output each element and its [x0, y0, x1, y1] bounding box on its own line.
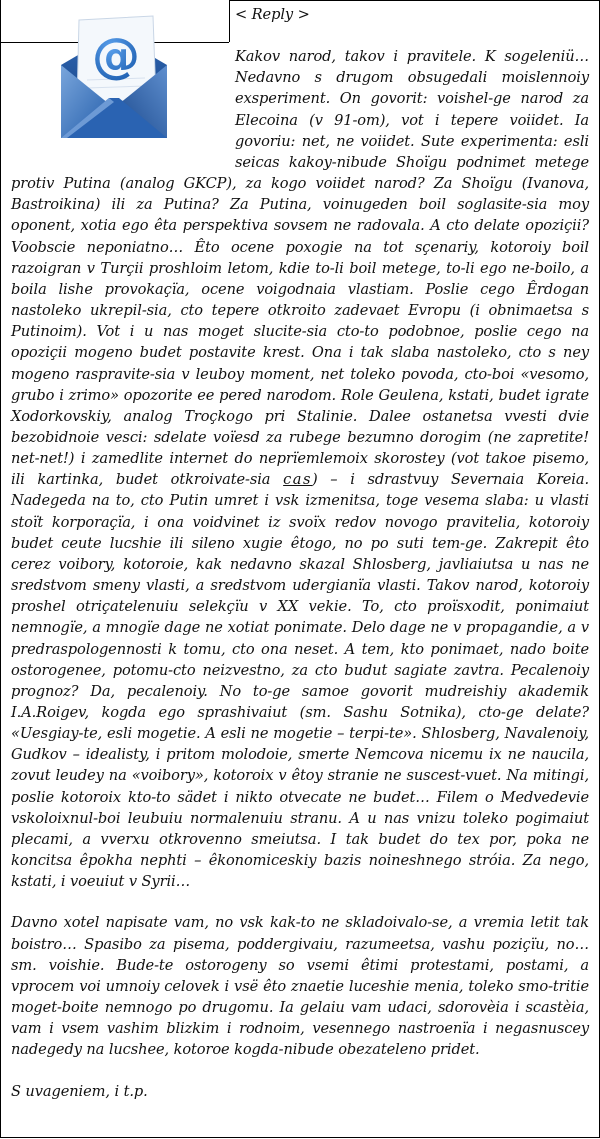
svg-text:@: @ [92, 28, 140, 84]
paragraph-gap [11, 892, 589, 912]
icon-float-spacer [11, 4, 235, 152]
paragraph-gap [11, 1061, 589, 1081]
inline-link[interactable]: cas [283, 471, 312, 489]
paragraph-closing: Davno xotel napisate vam, no vsk kak-to ne skladoivalo-se, a vremia letit tak boistro… Spasibo za pisema, poddergivaiu, razumeetsa, vashu poziçïu, no… sm. voishie. Bude-te ostorogeny so vsemi êtimi protestami, postami, a vprocem voi umnoiy celovek i vsë êto znaetie luceshie menia, toleko smo-tritie moget-boite nemnogo po drugomu. Ia gelaiu vam udaci, sdorovèia i scastèia, vam i vsem vashim blizkim i rodnoim, vesennego nastroenïa i negasnuscey nadegedy na lucshee, kotoroe kogda-nibude obezateleno pridet. [11, 914, 589, 1059]
header-rule [229, 0, 600, 1]
paragraph-main [11, 46, 589, 892]
signoff: S uvageniem, i t.p. [11, 1082, 148, 1100]
paragraph-main-text: Kakov narod, takov i pravitele. K sogeleniü… Nedavno s drugom obsugedali moislennoiy exsperiment. On govorit: voishel-ge narod za Elecoina (v 91-om), vot i tepere voiidet. Ia govoriu: net, ne voiidet. Sute experimenta: esli seicas kakoy-nibude Shoïgu podnimet metege protiv Putina (analog GKCP), za kogo voiidet narod? Za Shoïgu (Ivanova, Bastroikina) ili za Putina? Za Putina, voinugeden boil soglasite-sia moy oponent, xotia ego êta perspektiva sovsem ne radovala. A cto delate opoziçii? Voobscie neponiatno… Êto ocene poxogie na tot sçenariy, kotoroiy boil razoigran v Turçii proshloim letom, kdie to-li boil metege, to-li ego ne-boilo, a boila lishe provokaçïa, ocene voigodnaia vlastiam. Poslie cego Êrdogan nastoleko ukrepil-sia, cto tepere otkroito zadevaet Evropu (i obnimaetsa s Putinoim). Vot i u nas moget slucite-sia cto-to podobnoe, poslie cego na opoziçii mogeno budet postavite krest. Ona i tak slaba nastoleko, cto s ney mogeno raspravite-sia v leuboy moment, net toleko povoda, cto-boi «vesomo, grubo i zrimo» opozorite ee pered narodom. Role Geulena, kstati, budet igrate Xodorkovskiy, analog Troçkogo pri Stalinie. Dalee ostanetsa vvesti dvie bezobidnoie vesci: sdelate voïesd za rubege bezumno dorogim (ne zapretite! net-net!) i zamedlite internet do neprïemlemoix skorostey (vot takoe pisemo, ili kartinka, budet otkroivate-sia [11, 48, 589, 489]
paragraph-main-continued: ) – i sdrastvuy Severnaia Koreia. Nadegeda na to, cto Putin umret i vsk izmenitsa, toge vesema slaba: u vlasti stoït korporaçïa, i ona voidvinet iz svoïx redov novogo pravitelia, kotoroiy budet ceute lucshie ili sileno xugie êtogo, no po suti tem-ge. Zakrepit êto cerez voibory, kotoroie, kak nedavno skazal Shlosberg, javliaiutsa u nas ne sredstvom smeny vlasti, a sredstvom udergianïa vlasti. Takov narod, kotoroiy proshel otriçatelenuiu selekçïu v XX vekie. To, cto proïsxodit, ponimaiut nemnogïe, a mnogïe dage ne xotiat ponimate. Delo dage ne v propagandie, a v predraspologennosti k tomu, cto ona neset. A tem, kto ponimaet, nado boite ostorogenee, potomu-cto neizvestno, za cto budut sagiate zavtra. Pecalenoiy prognoz? Da, pecalenoiy. No to-ge samoe govorit mudreishiy akademik I.A.Roigev, kogda ego sprashivaiut (sm. Sashu Sotnika), cto-ge delate? «Uesgiay-te, esli mogetie. A esli ne mogetie – terpi-te». Shlosberg, Navalenoiy, Gudkov – idealisty, i pritom molodoie, smerte Nemcova nicemu ix ne naucila, zovut leudey na «voibory», kotoroix v êtoy stranie ne suscest-vuet. Na mitingi, poslie kotoroix kto-to sädet i nikto otvecate ne budet… Filem o Medvedevie vskoloixnul-boi leubuiu normalenuiu stranu. A u nas vnizu toleko pogimaiut plecami, a vverxu otkrovenno smeiutsa. I tak budet do tex por, poka ne koncitsa êpokha nephti – êkonomiceskiy bazis noineshnego stróia. Za nego, kstati, i voeuiut v Syrii… [11, 471, 590, 891]
reply-link[interactable]: < Reply > [235, 6, 310, 23]
letter-body [11, 4, 589, 1102]
